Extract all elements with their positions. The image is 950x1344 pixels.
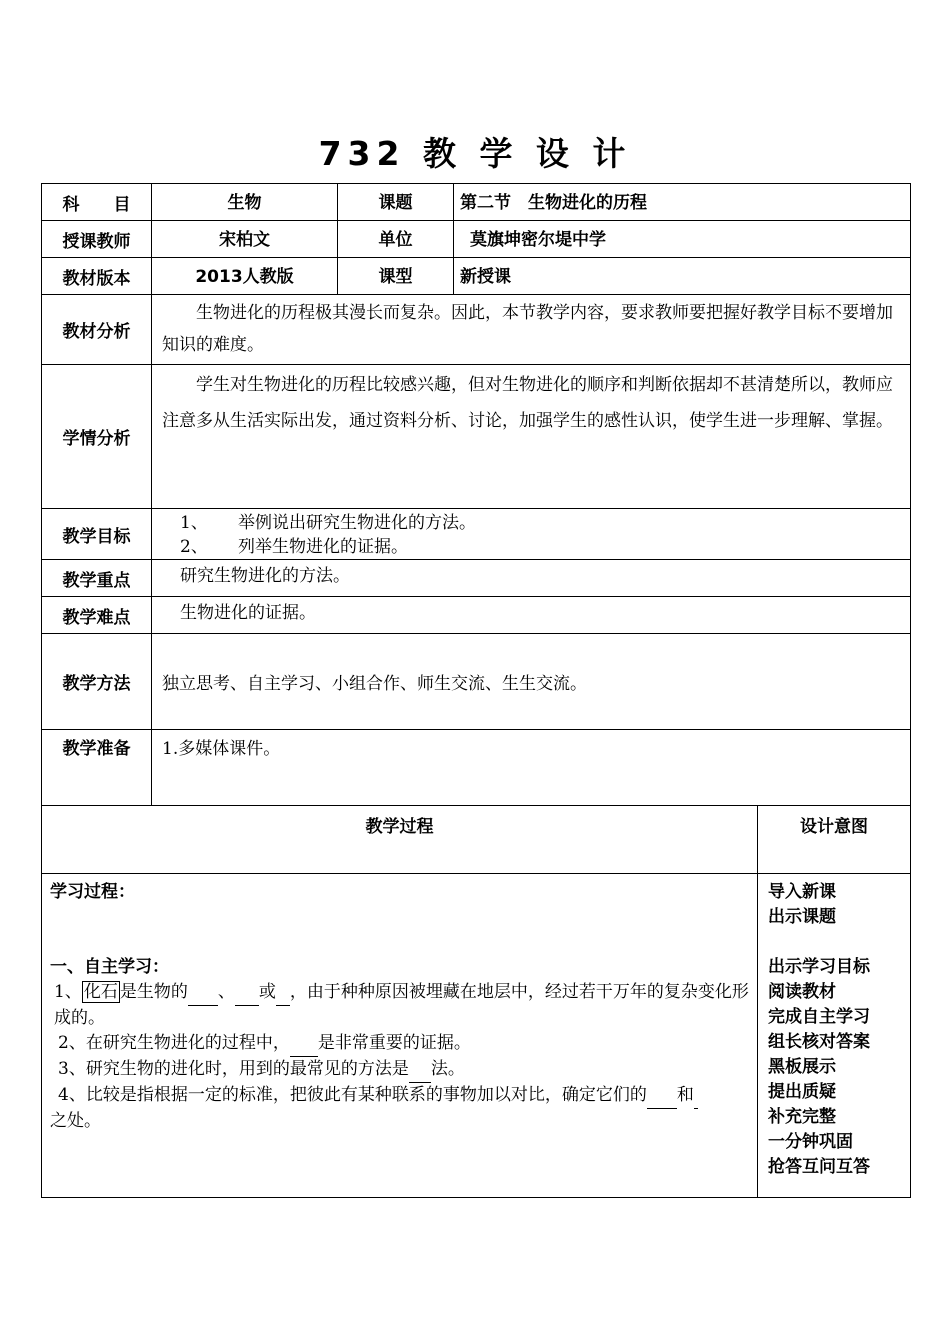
student-analysis-label: 学情分析: [42, 365, 152, 509]
key-points-label: 教学重点: [42, 560, 152, 597]
subject-value: 生物: [152, 184, 338, 221]
row-subject: [42, 184, 911, 221]
row-edition: [42, 258, 911, 295]
subject-label: 科 目: [42, 184, 152, 221]
intent-item: 出示课题: [768, 907, 836, 927]
unit-value: 莫旗坤密尔堤中学: [454, 221, 911, 258]
intent-item: 导入新课: [768, 882, 836, 902]
edition-value: 2013人教版: [152, 258, 338, 295]
intent-item: 阅读教材: [768, 982, 836, 1002]
intent-item: 组长核对答案: [768, 1032, 870, 1052]
row-key-points: [42, 560, 911, 597]
material-analysis-label: 教材分析: [42, 295, 152, 365]
intent-item: 补充完整: [768, 1107, 836, 1127]
preparation-label: 教学准备: [42, 730, 152, 806]
row-student-analysis: [42, 365, 911, 509]
process-heading: 学习过程：: [50, 882, 135, 902]
section-heading: 一、自主学习：: [50, 957, 169, 977]
difficulty-text: 生物进化的证据。: [180, 603, 316, 623]
question-2: 2、在研究生物进化的过程中， 是非常重要的证据。: [50, 1031, 749, 1057]
question-4-cont: 之处。: [50, 1111, 101, 1131]
goal-item: 1、 举例说出研究生物进化的方法。: [180, 513, 476, 533]
process-header: 教学过程: [42, 806, 758, 874]
lesson-plan-table: [41, 183, 911, 1198]
row-teacher: [42, 221, 911, 258]
material-analysis-text: 生物进化的历程极其漫长而复杂。因此，本节教学内容，要求教师要把握好教学目标不要增加知识的难度。: [162, 303, 893, 355]
intent-header: 设计意图: [758, 806, 911, 874]
method-label: 教学方法: [42, 634, 152, 730]
method-text: 独立思考、自主学习、小组合作、师生交流、生生交流。: [162, 674, 587, 694]
intent-item: 提出质疑: [768, 1082, 836, 1102]
goal-item: 2、 列举生物进化的证据。: [180, 537, 408, 557]
row-process-header: [42, 806, 911, 874]
row-material-analysis: [42, 295, 911, 365]
question-4: 4、比较是指根据一定的标准，把彼此有某种联系的事物加以对比，确定它们的 和: [50, 1083, 749, 1109]
goals-label: 教学目标: [42, 509, 152, 560]
row-goals: [42, 509, 911, 560]
student-analysis-text: 学生对生物进化的历程比较感兴趣，但对生物进化的顺序和判断依据却不甚清楚所以，教师应 注意多从生活实际出发，通过资料分析、讨论，加强学生的感性认识，使学生进一步理解、掌握。: [162, 375, 893, 431]
type-label: 课型: [338, 258, 454, 295]
intent-item: 一分钟巩固: [768, 1132, 853, 1152]
intent-item: 出示学习目标: [768, 957, 870, 977]
intent-item: 完成自主学习: [768, 1007, 870, 1027]
row-process-body: [42, 874, 911, 1198]
preparation-text: 1.多媒体课件。: [162, 739, 281, 759]
question-3: 3、研究生物的进化时，用到的最常见的方法是 法。: [50, 1057, 749, 1083]
row-difficulty: [42, 597, 911, 634]
intent-item: 抢答互问互答: [768, 1157, 870, 1177]
boxed-term: 化石: [83, 982, 118, 1002]
intent-item: 黑板展示: [768, 1057, 836, 1077]
row-preparation: [42, 730, 911, 806]
process-content: [42, 874, 758, 1198]
type-value: 新授课: [454, 258, 911, 295]
topic-value: 第二节 生物进化的历程: [454, 184, 911, 221]
question-1: 1、 化石 是生物的 、 或 ，由于种种原因被埋藏在地层中，经过若干万年的复杂变化形成的。: [54, 982, 749, 1028]
teacher-label: 授课教师: [42, 221, 152, 258]
design-intent: [758, 874, 911, 1198]
edition-label: 教材版本: [42, 258, 152, 295]
difficulty-label: 教学难点: [42, 597, 152, 634]
row-method: [42, 634, 911, 730]
topic-label: 课题: [338, 184, 454, 221]
page-title: 732 教 学 设 计: [318, 134, 632, 173]
key-points-text: 研究生物进化的方法。: [180, 566, 350, 586]
unit-label: 单位: [338, 221, 454, 258]
teacher-value: 宋柏文: [152, 221, 338, 258]
